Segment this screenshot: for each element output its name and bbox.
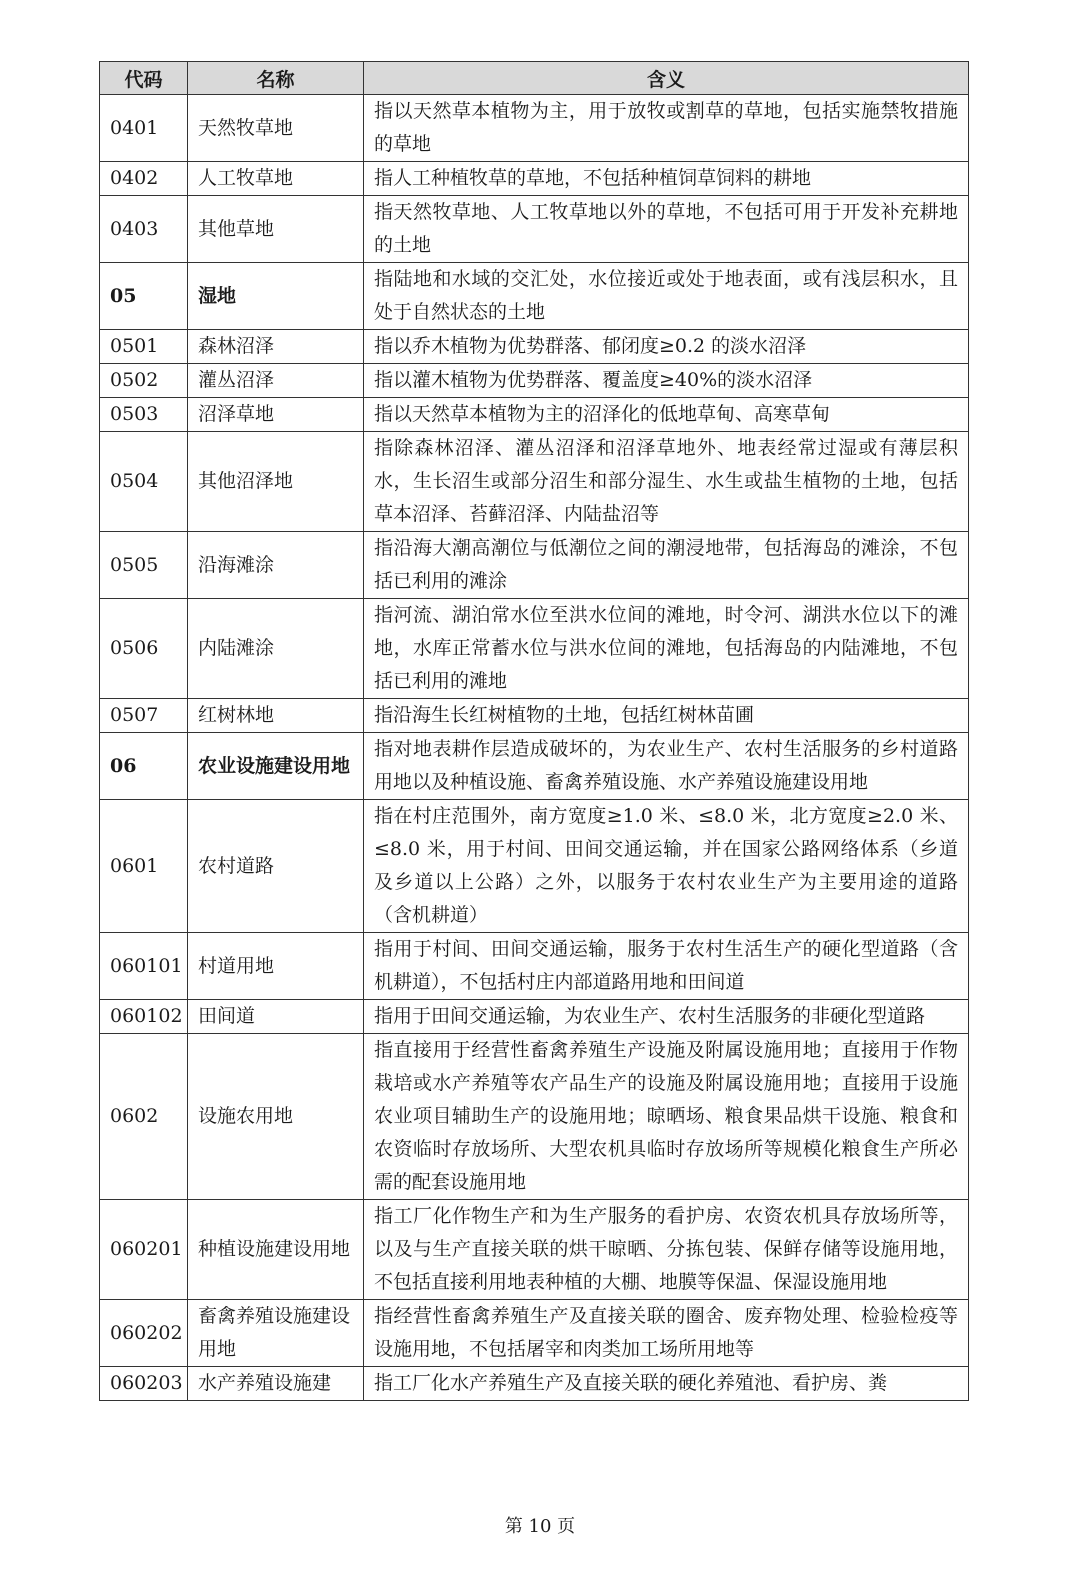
table-row bbox=[100, 1000, 969, 1034]
row-description: 指以灌木植物为优势群落、覆盖度≥40%的淡水沼泽 bbox=[364, 364, 969, 398]
header-code: 代码 bbox=[100, 62, 188, 95]
table-row bbox=[100, 1367, 969, 1401]
row-name: 田间道 bbox=[188, 1000, 364, 1034]
row-code: 0502 bbox=[100, 364, 188, 398]
row-description: 指经营性畜禽养殖生产及直接关联的圈舍、废弃物处理、检验检疫等设施用地，不包括屠宰和肉类加工场所用地等 bbox=[364, 1300, 969, 1367]
row-name: 农业设施建设用地 bbox=[188, 733, 364, 800]
row-description: 指工厂化水产养殖生产及直接关联的硬化养殖池、看护房、粪 bbox=[364, 1367, 969, 1401]
row-description: 指天然牧草地、人工牧草地以外的草地，不包括可用于开发补充耕地的土地 bbox=[364, 196, 969, 263]
row-code: 060203 bbox=[100, 1367, 188, 1401]
row-code: 05 bbox=[100, 263, 188, 330]
row-code: 0505 bbox=[100, 532, 188, 599]
table-header-row bbox=[100, 62, 969, 95]
row-code: 0403 bbox=[100, 196, 188, 263]
table-row bbox=[100, 532, 969, 599]
table-row bbox=[100, 1034, 969, 1200]
row-code: 06 bbox=[100, 733, 188, 800]
table-row bbox=[100, 933, 969, 1000]
row-code: 060202 bbox=[100, 1300, 188, 1367]
table-row bbox=[100, 432, 969, 532]
row-code: 060101 bbox=[100, 933, 188, 1000]
row-description: 指陆地和水域的交汇处，水位接近或处于地表面，或有浅层积水，且处于自然状态的土地 bbox=[364, 263, 969, 330]
row-name: 村道用地 bbox=[188, 933, 364, 1000]
row-name: 沼泽草地 bbox=[188, 398, 364, 432]
table-row bbox=[100, 1300, 969, 1367]
row-code: 0504 bbox=[100, 432, 188, 532]
row-description: 指以乔木植物为优势群落、郁闭度≥0.2 的淡水沼泽 bbox=[364, 330, 969, 364]
land-classification-table bbox=[99, 61, 969, 1401]
table-row bbox=[100, 800, 969, 933]
row-description: 指用于村间、田间交通运输，服务于农村生活生产的硬化型道路（含机耕道），不包括村庄内部道路用地和田间道 bbox=[364, 933, 969, 1000]
row-code: 0601 bbox=[100, 800, 188, 933]
table-row bbox=[100, 162, 969, 196]
table-row bbox=[100, 364, 969, 398]
table-row bbox=[100, 330, 969, 364]
row-code: 0501 bbox=[100, 330, 188, 364]
page-number: 第 10 页 bbox=[504, 1516, 576, 1537]
row-name: 沿海滩涂 bbox=[188, 532, 364, 599]
row-name: 设施农用地 bbox=[188, 1034, 364, 1200]
row-description: 指对地表耕作层造成破坏的，为农业生产、农村生活服务的乡村道路用地以及种植设施、畜禽养殖设施、水产养殖设施建设用地 bbox=[364, 733, 969, 800]
table-row bbox=[100, 699, 969, 733]
row-description: 指沿海大潮高潮位与低潮位之间的潮浸地带，包括海岛的滩涂，不包括已利用的滩涂 bbox=[364, 532, 969, 599]
row-code: 0402 bbox=[100, 162, 188, 196]
row-name: 其他草地 bbox=[188, 196, 364, 263]
table-row bbox=[100, 1200, 969, 1300]
table-row bbox=[100, 263, 969, 330]
row-code: 060201 bbox=[100, 1200, 188, 1300]
table-row bbox=[100, 733, 969, 800]
row-name: 森林沼泽 bbox=[188, 330, 364, 364]
row-description: 指用于田间交通运输，为农业生产、农村生活服务的非硬化型道路 bbox=[364, 1000, 969, 1034]
row-description: 指工厂化作物生产和为生产服务的看护房、农资农机具存放场所等，以及与生产直接关联的烘干晾晒、分拣包装、保鲜存储等设施用地，不包括直接利用地表种植的大棚、地膜等保温、保湿设施用地 bbox=[364, 1200, 969, 1300]
row-name: 灌丛沼泽 bbox=[188, 364, 364, 398]
row-description: 指以天然草本植物为主的沼泽化的低地草甸、高寒草甸 bbox=[364, 398, 969, 432]
table-row bbox=[100, 398, 969, 432]
row-code: 0506 bbox=[100, 599, 188, 699]
row-description: 指人工种植牧草的草地，不包括种植饲草饲料的耕地 bbox=[364, 162, 969, 196]
row-name: 天然牧草地 bbox=[188, 95, 364, 162]
row-name: 其他沼泽地 bbox=[188, 432, 364, 532]
row-name: 畜禽养殖设施建设用地 bbox=[188, 1300, 364, 1367]
table-row bbox=[100, 599, 969, 699]
row-name: 内陆滩涂 bbox=[188, 599, 364, 699]
header-meaning: 含义 bbox=[364, 62, 969, 95]
row-code: 060102 bbox=[100, 1000, 188, 1034]
row-name: 湿地 bbox=[188, 263, 364, 330]
row-name: 红树林地 bbox=[188, 699, 364, 733]
row-name: 种植设施建设用地 bbox=[188, 1200, 364, 1300]
row-name: 农村道路 bbox=[188, 800, 364, 933]
row-description: 指在村庄范围外，南方宽度≥1.0 米、≤8.0 米，北方宽度≥2.0 米、≤8.0 米，用于村间、田间交通运输，并在国家公路网络体系（乡道及乡道以上公路）之外，以服务于农村农业生产为主要用途的道路（含机耕道） bbox=[364, 800, 969, 933]
row-description: 指沿海生长红树植物的土地，包括红树林苗圃 bbox=[364, 699, 969, 733]
table-body bbox=[100, 95, 969, 1401]
row-description: 指直接用于经营性畜禽养殖生产设施及附属设施用地；直接用于作物栽培或水产养殖等农产品生产的设施及附属设施用地；直接用于设施农业项目辅助生产的设施用地；晾晒场、粮食果品烘干设施、粮食和农资临时存放场所、大型农机具临时存放场所等规模化粮食生产所必需的配套设施用地 bbox=[364, 1034, 969, 1200]
row-code: 0507 bbox=[100, 699, 188, 733]
row-description: 指河流、湖泊常水位至洪水位间的滩地，时令河、湖洪水位以下的滩地，水库正常蓄水位与洪水位间的滩地，包括海岛的内陆滩地，不包括已利用的滩地 bbox=[364, 599, 969, 699]
row-description: 指以天然草本植物为主，用于放牧或割草的草地，包括实施禁牧措施的草地 bbox=[364, 95, 969, 162]
table-row bbox=[100, 95, 969, 162]
header-name: 名称 bbox=[188, 62, 364, 95]
row-description: 指除森林沼泽、灌丛沼泽和沼泽草地外、地表经常过湿或有薄层积水，生长沼生或部分沼生和部分湿生、水生或盐生植物的土地，包括草本沼泽、苔藓沼泽、内陆盐沼等 bbox=[364, 432, 969, 532]
row-name: 水产养殖设施建 bbox=[188, 1367, 364, 1401]
table-row bbox=[100, 196, 969, 263]
row-name: 人工牧草地 bbox=[188, 162, 364, 196]
row-code: 0503 bbox=[100, 398, 188, 432]
row-code: 0602 bbox=[100, 1034, 188, 1200]
row-code: 0401 bbox=[100, 95, 188, 162]
